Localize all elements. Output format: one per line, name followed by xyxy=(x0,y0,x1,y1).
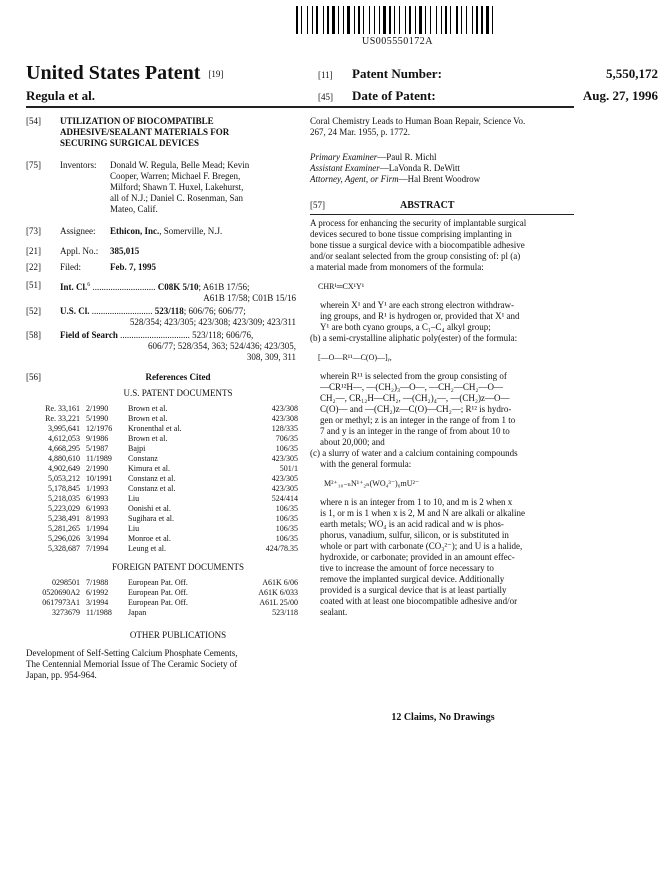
foreign-docs-table xyxy=(26,578,298,618)
table-row: 0617973A1 3/1994 European Pat. Off. A61L 25/00 xyxy=(42,598,298,607)
header-rule xyxy=(26,106,574,108)
patent-number-row xyxy=(318,66,658,82)
table-row: Re. 33,221 5/1990 Brown et al. 423/308 xyxy=(45,414,298,423)
table-row: 3273679 11/1988 Japan 523/118 xyxy=(52,608,298,617)
table-row: 5,296,026 3/1994 Monroe et al. 106/35 xyxy=(48,534,298,543)
date-code: [45] xyxy=(318,92,333,102)
inventors-label: Inventors: xyxy=(60,160,97,170)
table-row: 5,223,029 6/1993 Oonishi et al. 106/35 xyxy=(48,504,298,513)
patent-date: Aug. 27, 1996 xyxy=(582,88,658,103)
item-b: (b) a semi-crystalline aliphatic poly(ester) of the formula: xyxy=(310,333,518,343)
table-row: 4,880,610 11/1989 Constanz 423/305 xyxy=(48,454,298,463)
abstract-heading: [57] ABSTRACT xyxy=(310,200,455,211)
patent-number: 5,550,172 xyxy=(606,66,658,81)
other-publications-cont: Coral Chemistry Leads to Human Boan Repair, Science Vo. 267, 24 Mar. 1955, p. 1772. xyxy=(310,116,526,137)
claims-summary: 12 Claims, No Drawings xyxy=(391,712,495,723)
us-docs-title: U.S. PATENT DOCUMENTS xyxy=(123,388,233,398)
barcode xyxy=(296,6,524,34)
date-row xyxy=(318,88,658,104)
table-row: 4,902,649 2/1990 Kimura et al. 501/1 xyxy=(48,464,298,473)
appl-no: 385,015 xyxy=(110,246,140,256)
formula-1: CHR¹═CX¹Y¹ xyxy=(318,282,365,291)
primary-examiner: Primary Examiner—Paul R. Michl xyxy=(310,152,437,162)
references-title: References Cited xyxy=(145,372,211,382)
inventors-code: [75] xyxy=(26,160,41,170)
table-row: 5,218,035 6/1993 Liu 524/414 xyxy=(48,494,298,503)
filed-date: Feb. 7, 1995 xyxy=(110,262,156,272)
table-row: 5,328,687 7/1994 Leung et al. 424/78.35 xyxy=(48,544,298,553)
date-label: Date of Patent: xyxy=(352,88,436,103)
table-row: Re. 33,161 2/1990 Brown et al. 423/308 xyxy=(45,404,298,413)
patent-number-label: Patent Number: xyxy=(352,66,442,81)
item-c: (c) a slurry of water and a calcium containing compounds xyxy=(310,448,518,458)
country-code: [19] xyxy=(208,69,224,80)
formula-3: M²⁺₁₀₋ₙN¹⁺₂ₙ(WO₄³⁻)₆mU²⁻ xyxy=(324,479,420,488)
other-publications-title: OTHER PUBLICATIONS xyxy=(129,630,227,640)
attorney: Attorney, Agent, or Firm—Hal Brent Woodrow xyxy=(310,174,481,184)
table-row: 3,995,641 12/1976 Kronenthal et al. 128/335 xyxy=(48,424,298,433)
abstract-title: ABSTRACT xyxy=(400,200,455,211)
table-row: 4,668,295 5/1987 Bajpi 106/35 xyxy=(48,444,298,453)
country-title xyxy=(26,62,223,85)
country-text: United States Patent xyxy=(26,62,201,84)
abstract-body: A process for enhancing the security of implantable surgical devices secured to bone tissue comprising implanting in bone tissue a surgical device with a biocompatible adhesive and/or sealant selected from the group consisting of: pl (a) a material made from monomers of the formula: CHR¹═CX¹Y¹ wherein X¹ and Y¹ are each strong electron withdraw- ing groups, and R¹ is hydrogen or, provided that X¹ and Y¹ are both cyano groups, a C₁–C₄ alkyl group; (b) a semi-crystalline aliphatic poly(ester) of the formula: [—O—R¹¹—C(O)—]ᵧ, wherein R¹¹ is selected from the group consisting of —CR¹²H—, —(CH₂)₃—O—, —CH₂—CH₂—O— CH₂—, CR₁₂H—CH₂, —(CH₂)₄—, —(CH₂)z—O— C(O)— and —(CH₂)z—C(O)—CH₂—; R¹² is hydro- gen or methyl; z is an integer in the range of from 1 to 7 and y is an integer in the range of from about 10 to about 20,000; and (c) a slurry of water and a calcium containing compounds with the general formula: M²⁺₁₀₋ₙN¹⁺₂ₙ(WO₄³⁻)₆mU²⁻ where n is an integer from 1 to 10, and m is 2 when x is 1, or m is 1 when x is 2, M and N are alkali or alkaline earth metals; WO₄ is an acid radical and w is phos- phorus, vanadium, sulfur, silicon, or is substituted in whole or part with carbonate (CO₃²⁻); and U is a halide, hydroxide, or carbonate; provided in an amount effec- tive to increase the amount of force necessary to remove the implanted surgical device. Additionally provided is a surgical device that is at least partially coated with at least one biocompatible adhesive and/or sealant. xyxy=(310,218,576,618)
us-docs-table xyxy=(26,404,298,554)
table-row: 5,238,491 8/1993 Sugihara et al. 106/35 xyxy=(48,514,298,523)
document-number: US005550172A xyxy=(362,36,434,47)
inventors-list: Donald W. Regula, Belle Mead; Kevin Cooper, Warren; Michael F. Bregen, Milford; Shawn T. Huxel, Lakehurst, all of N.J.; Daniel C. Rosenman, San Mateo, Calif. xyxy=(110,160,250,214)
assistant-examiner: Assistant Examiner—LaVonda R. DeWitt xyxy=(310,163,460,173)
invention-title: UTILIZATION OF BIOCOMPATIBLE ADHESIVE/SEALANT MATERIALS FOR SECURING SURGICAL DEVICES xyxy=(60,116,230,148)
table-row: 0298501 7/1988 European Pat. Off. A61K 6/06 xyxy=(52,578,298,587)
foreign-docs-title: FOREIGN PATENT DOCUMENTS xyxy=(111,562,245,572)
assignee: Ethicon, Inc., Somerville, N.J. xyxy=(110,226,223,236)
formula-2: [—O—R¹¹—C(O)—]ᵧ, xyxy=(318,353,392,362)
patent-number-code: [11] xyxy=(318,70,333,80)
table-row: 0520690A2 6/1992 European Pat. Off. A61K 6/033 xyxy=(42,588,298,597)
table-row: 5,281,265 1/1994 Liu 106/35 xyxy=(48,524,298,533)
table-row: 4,612,053 9/1986 Brown et al. 706/35 xyxy=(48,434,298,443)
title-code: [54] xyxy=(26,116,41,126)
other-publications: Development of Self-Setting Calcium Phosphate Cements, The Centennial Memorial Issue of The Ceramic Society of Japan, pp. 954-964. xyxy=(26,648,238,680)
examiners xyxy=(310,152,576,185)
abstract-rule xyxy=(310,214,574,215)
table-row: 5,178,845 1/1993 Constanz et al. 423/305 xyxy=(48,484,298,493)
authors: Regula et al. xyxy=(26,88,95,103)
table-row: 5,053,212 10/1991 Constanz et al. 423/305 xyxy=(48,474,298,483)
